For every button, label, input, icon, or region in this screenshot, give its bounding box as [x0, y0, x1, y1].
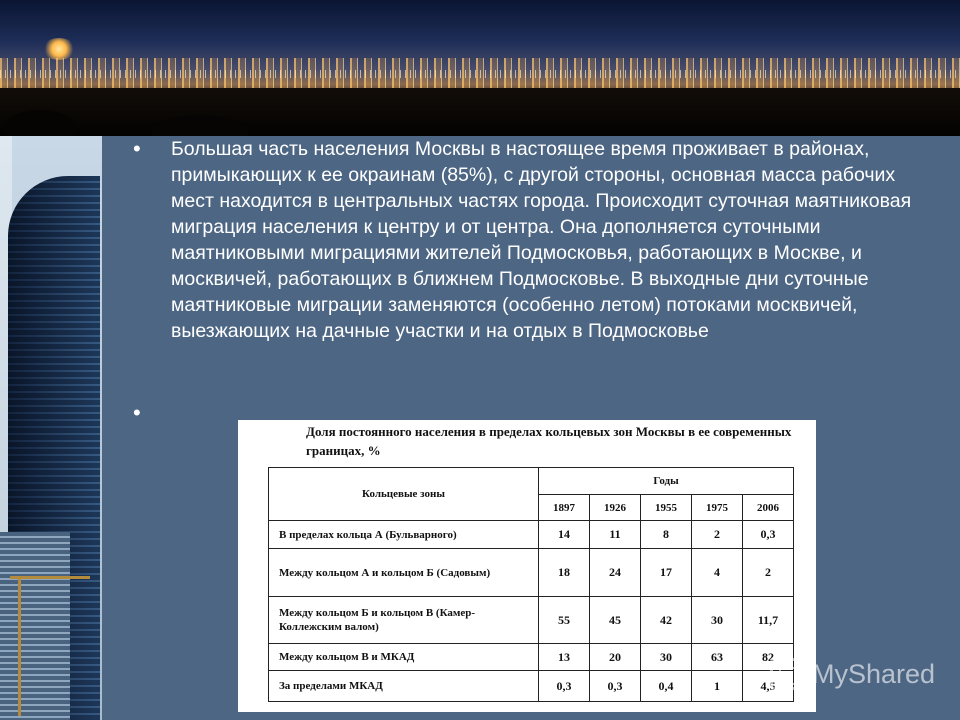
value-cell: 14 [539, 521, 590, 549]
zone-header: Кольцевые зоны [269, 468, 539, 521]
zone-cell: В пределах кольца А (Бульварного) [269, 521, 539, 549]
value-cell: 45 [590, 597, 641, 644]
value-cell: 55 [539, 597, 590, 644]
value-cell: 20 [590, 644, 641, 671]
table-row [269, 549, 794, 597]
value-cell: 42 [641, 597, 692, 644]
table-title: Доля постоянного населения в пределах кольцевых зон Москвы в ее современных границах, % [306, 424, 792, 458]
skyscraper-photo [0, 136, 102, 720]
zone-cell: Между кольцом А и кольцом Б (Садовым) [269, 549, 539, 597]
paragraph-text: Большая часть населения Москвы в настоящее время проживает в районах, примыкающих к ее окраинам (85%), с другой стороны, основная масса рабочих мест находится в центральных частях города. Происходит суточная маятниковая миграция населения к центру и от центра. Она дополняется суточными маятниковыми миграциями жителей Подмосковья, работающих в Москве, и москвичей, работающих в ближнем Подмосковье. В выходные дни суточные маятниковые миграции заменяются (особенно летом) потоками москвичей, выезжающих на дачные участки и на отдых в Подмосковье [171, 138, 912, 342]
value-cell: 30 [692, 597, 743, 644]
years-header: Годы [539, 468, 794, 495]
value-cell: 17 [641, 549, 692, 597]
population-table [268, 467, 794, 702]
bullet-marker: • [133, 136, 141, 161]
crane-arm [10, 576, 90, 579]
watermark-text: MyShared [812, 658, 936, 689]
value-cell: 2 [743, 549, 794, 597]
bullet-paragraph [130, 136, 920, 344]
zone-cell: За пределами МКАД [269, 671, 539, 702]
table-row [269, 644, 794, 671]
bullet-marker-empty: • [133, 400, 141, 425]
year-header: 2006 [743, 495, 794, 521]
year-header: 1955 [641, 495, 692, 521]
zone-cell: Между кольцом В и МКАД [269, 644, 539, 671]
value-cell: 24 [590, 549, 641, 597]
value-cell: 82 [743, 644, 794, 671]
value-cell: 11 [590, 521, 641, 549]
value-cell: 0,3 [743, 521, 794, 549]
tree-silhouette [0, 88, 960, 136]
value-cell: 2 [692, 521, 743, 549]
value-cell: 8 [641, 521, 692, 549]
year-header: 1897 [539, 495, 590, 521]
value-cell: 4 [692, 549, 743, 597]
night-skyline-photo [0, 0, 960, 136]
value-cell: 4,5 [743, 671, 794, 702]
table-row [269, 597, 794, 644]
firework-glow [42, 38, 76, 60]
city-lights-row [0, 70, 960, 78]
population-table-figure [238, 420, 816, 712]
value-cell: 13 [539, 644, 590, 671]
empty-bullet [130, 400, 160, 426]
myshared-watermark [770, 654, 935, 694]
value-cell: 0,3 [590, 671, 641, 702]
value-cell: 63 [692, 644, 743, 671]
crane-mast [18, 576, 21, 716]
value-cell: 11,7 [743, 597, 794, 644]
zone-cell: Между кольцом Б и кольцом В (Камер-Коллежским валом) [269, 597, 539, 644]
year-header: 1975 [692, 495, 743, 521]
value-cell: 0,4 [641, 671, 692, 702]
lower-building [0, 532, 70, 720]
value-cell: 1 [692, 671, 743, 702]
value-cell: 18 [539, 549, 590, 597]
year-header: 1926 [590, 495, 641, 521]
presentation-icon [770, 658, 804, 690]
table-row [269, 521, 794, 549]
table-row [269, 671, 794, 702]
value-cell: 30 [641, 644, 692, 671]
value-cell: 0,3 [539, 671, 590, 702]
